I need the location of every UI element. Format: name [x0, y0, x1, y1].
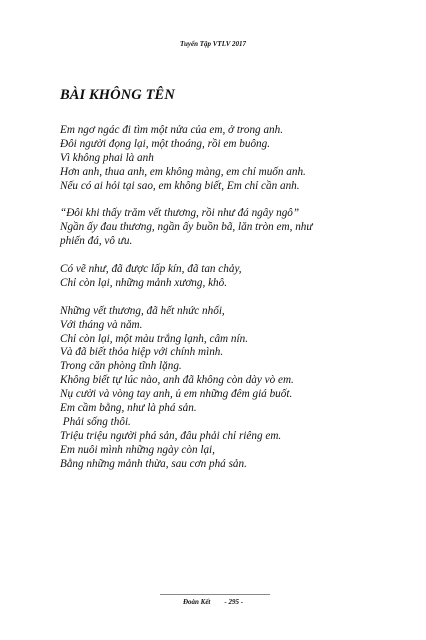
poem-line: Ngần ấy đau thương, ngần ấy buồn bã, lăn tròn em, như [60, 221, 313, 234]
poem-line: Phải sống thôi. [60, 415, 131, 428]
poem-line: Với tháng và năm. [60, 318, 143, 331]
page-footer [0, 598, 426, 606]
poem-line: phiến đá, vô ưu. [60, 235, 133, 248]
poem-line: Và đã biết thỏa hiệp với chính mình. [60, 346, 224, 359]
poem-line: Bằng những mảnh thừa, sau cơn phá sản. [60, 457, 247, 470]
poem-body [60, 124, 390, 486]
poem-line: Nụ cười và vòng tay anh, ủ em những đêm giá buốt. [60, 388, 293, 401]
poem-line: Nếu có ai hỏi tại sao, em không biết, Em chỉ cần anh. [60, 179, 300, 192]
running-header: Tuyển Tập VTLV 2017 [179, 40, 247, 48]
poem-line: Em ngơ ngác đi tìm một nửa của em, ở trong anh. [60, 124, 284, 136]
poem-line: Có vẽ như, đã được lấp kín, đã tan chảy, [60, 263, 242, 276]
poem-line: Chỉ còn lại, một màu trắng lạnh, câm nín. [60, 332, 249, 345]
stanza-3 [60, 263, 390, 291]
poem-line: Hơn anh, thua anh, em không màng, em chỉ muốn anh. [60, 165, 306, 178]
stanza-2 [60, 207, 390, 249]
stanza-1 [60, 124, 390, 194]
poem-line: “Đôi khi thấy trăm vết thương, rồi như đá ngây ngô” [60, 207, 300, 220]
poem-line: Triệu triệu người phá sản, đâu phải chỉ riêng em. [60, 429, 282, 442]
poem-line: Chỉ còn lại, những mảnh xương, khô. [60, 276, 228, 289]
stanza-4 [60, 305, 390, 472]
poem-line: Trong căn phòng tĩnh lặng. [60, 360, 182, 373]
poem-line: Vì không phai là anh [60, 151, 154, 164]
page-number: - 295 - [224, 598, 244, 606]
footer-divider [160, 594, 270, 595]
poem-line: Không biết tự lúc nào, anh đã không còn dày vò em. [60, 374, 294, 387]
poem-title: BÀI KHÔNG TÊN [60, 87, 175, 103]
poem-line: Em cầm bằng, như là phá sản. [60, 402, 197, 415]
poem-line: Em nuôi mình những ngày còn lại, [60, 443, 215, 456]
poem-line: Những vết thương, đã hết nhức nhối, [60, 304, 225, 317]
poem-line: Đôi người đọng lại, một thoáng, rồi em buông. [60, 137, 271, 150]
footer-author: Đoàn Kết [182, 598, 211, 606]
